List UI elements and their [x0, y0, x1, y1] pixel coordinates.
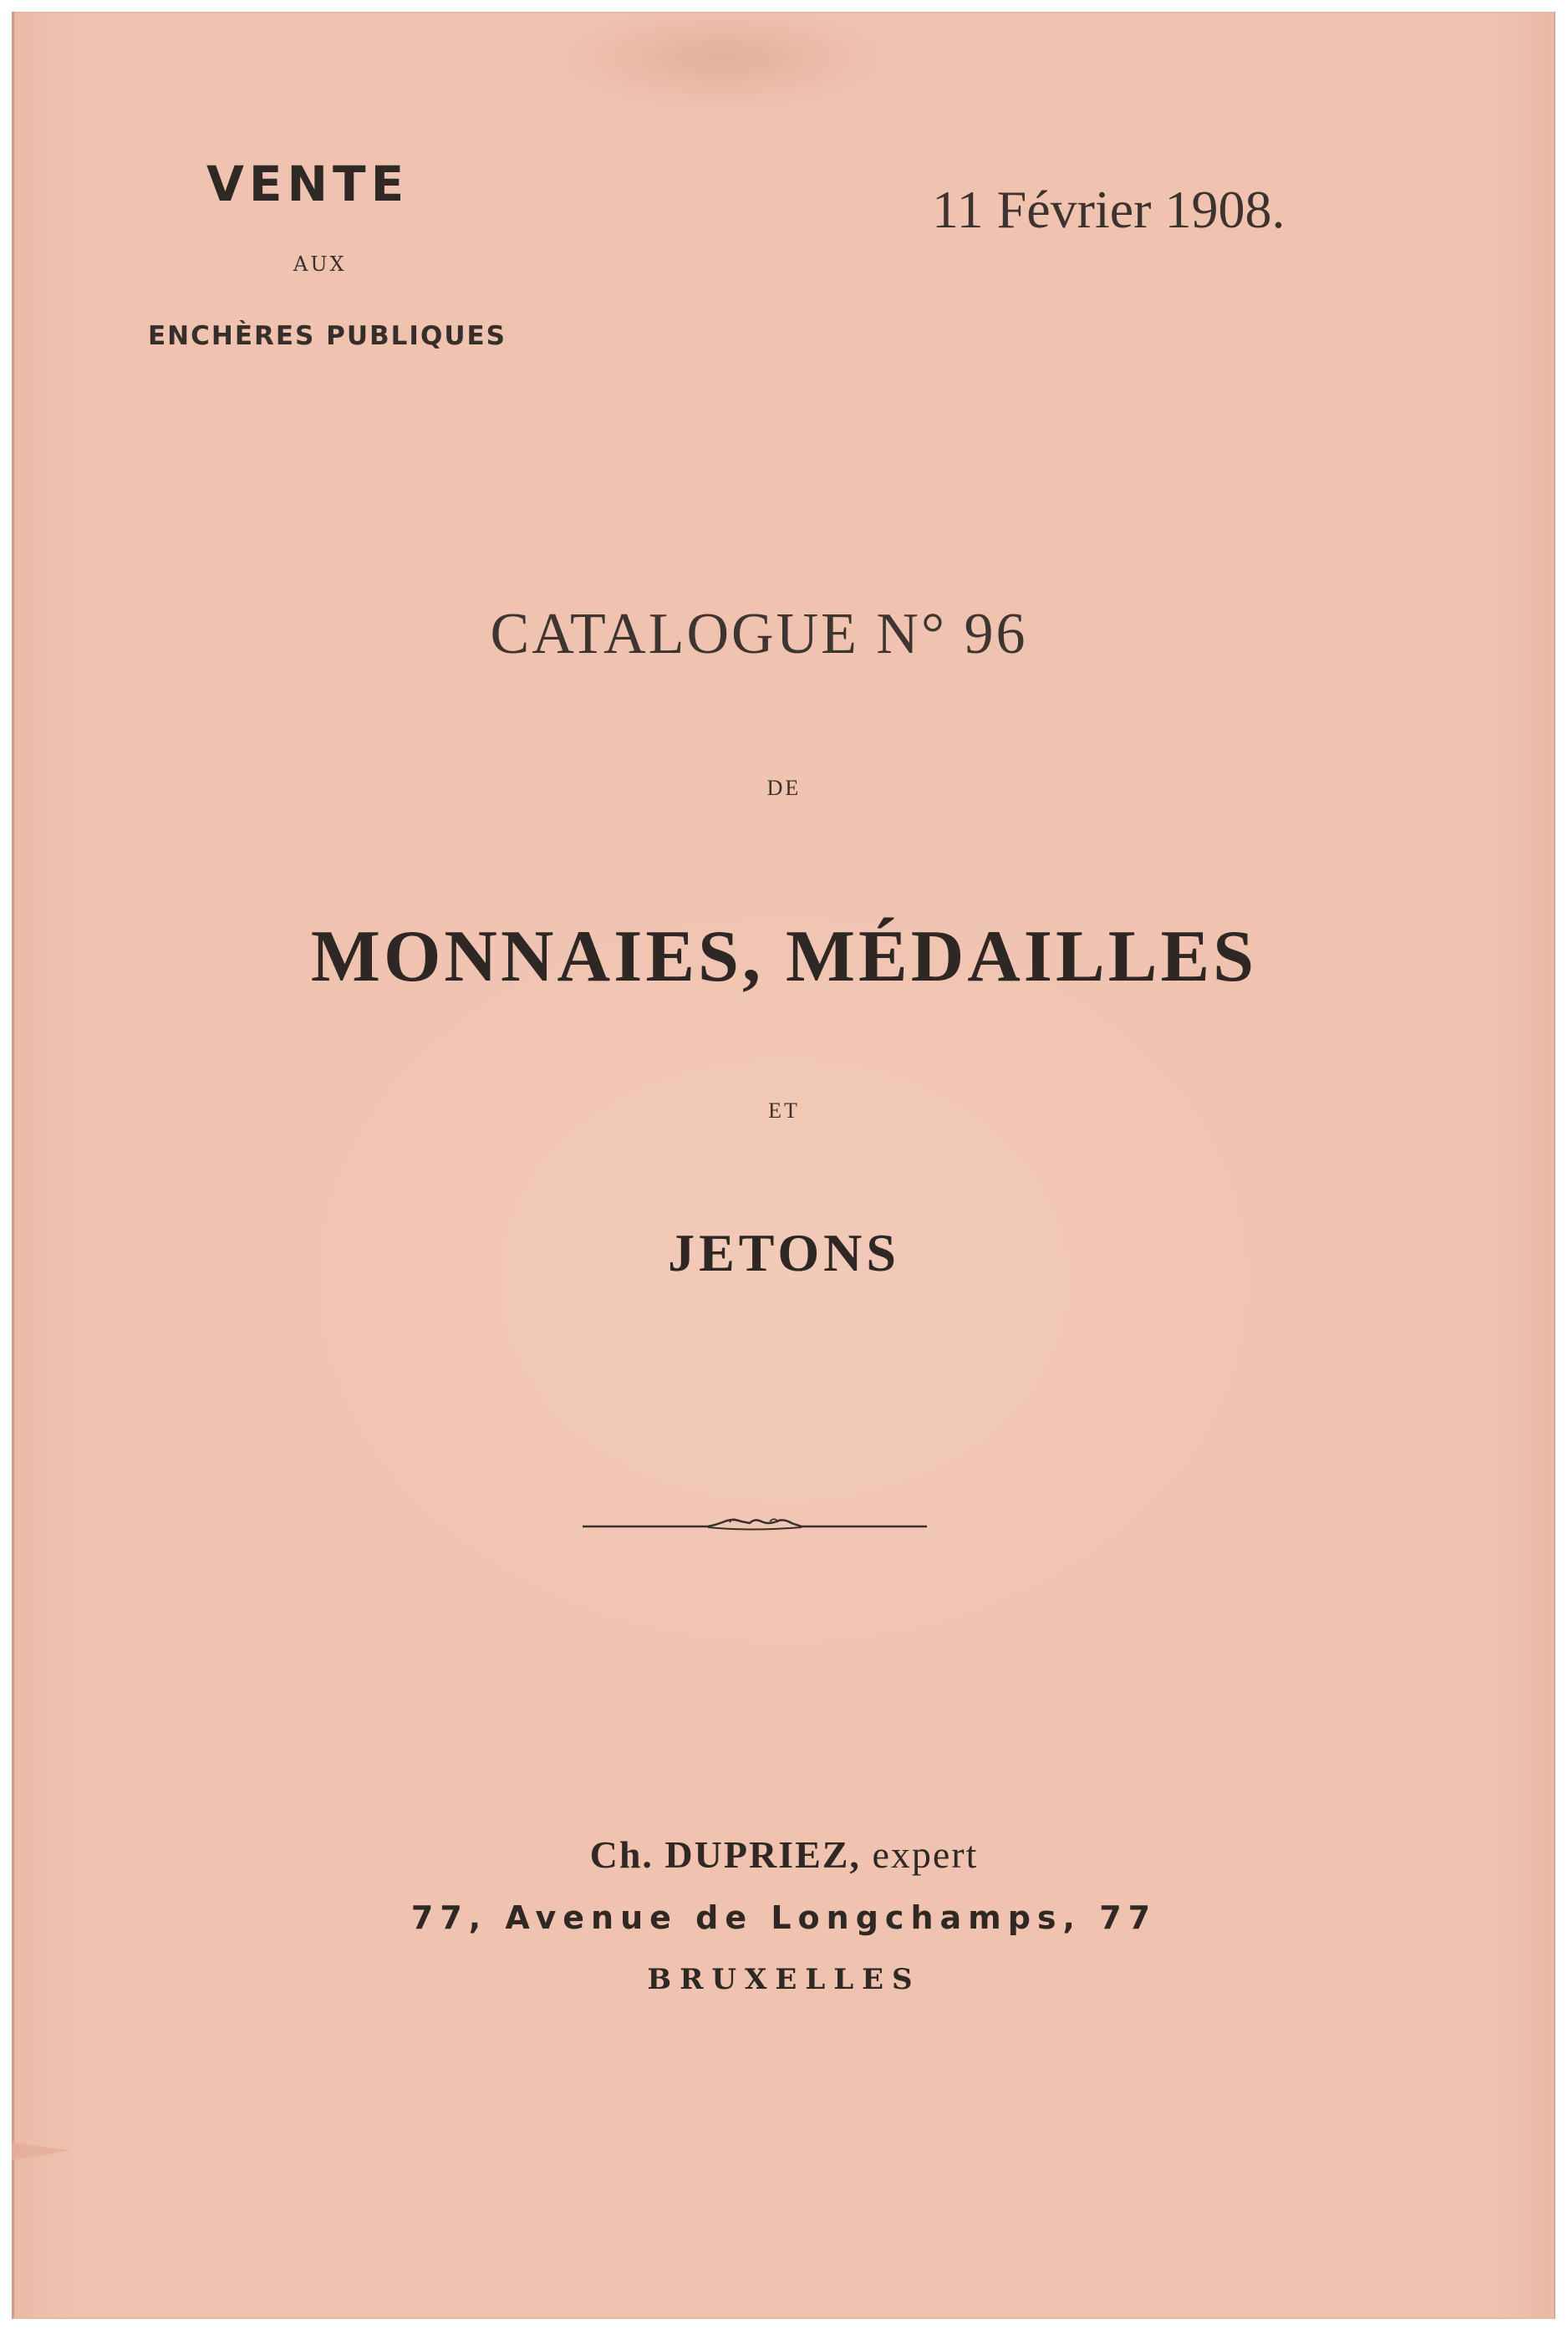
secondary-title: JETONS [668, 1223, 900, 1282]
title-connector-et: ET [768, 1098, 800, 1123]
expert-role: expert [872, 1833, 979, 1876]
sale-heading: VENTE [206, 155, 410, 212]
sale-date: 11 Février 1908. [932, 180, 1285, 239]
catalogue-cover-page [12, 12, 1555, 2319]
sale-subheading-encheres: ENCHÈRES PUBLIQUES [148, 321, 507, 351]
main-title: MONNAIES, MÉDAILLES [310, 916, 1258, 997]
catalogue-number: CATALOGUE N° 96 [490, 602, 1028, 666]
title-connector-de: DE [766, 776, 802, 800]
expert-city: BRUXELLES [647, 1963, 921, 1996]
expert-address: 77, Avenue de Longchamps, 77 [410, 1899, 1158, 1936]
expert-name: Ch. DUPRIEZ, [589, 1833, 861, 1876]
expert-line [14, 1832, 1554, 1877]
torn-edge-mark [12, 2135, 79, 2168]
sale-subheading-aux: AUX [293, 252, 347, 276]
decorative-rule-ornament [583, 1510, 927, 1540]
